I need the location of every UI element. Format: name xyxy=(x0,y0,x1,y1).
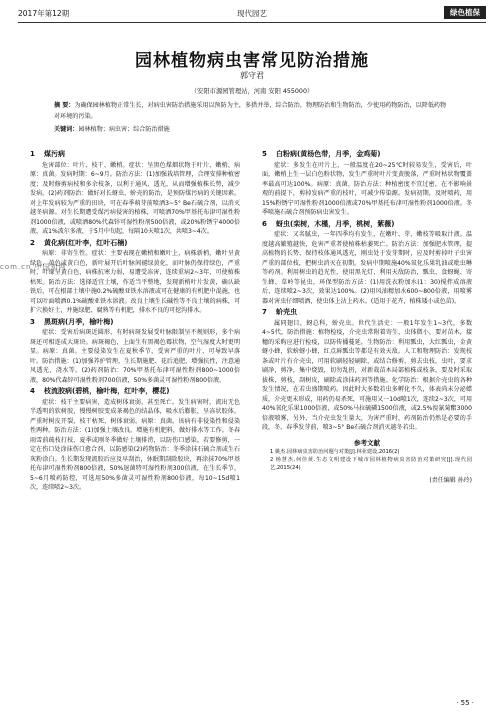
section-body: 症状：枝干主要病害，造成树体衰弱，甚至死亡。发生病害时，流出无色半透明的软树胶，慢慢树胶变成茶褐色的结晶体，吸水后膨胀，呈冻状胶体，严重时树皮开裂，枝干枯死，树体衰弱。病原：真菌。该病有非侵染性和侵染性两种。防治方法：(1)加强土壤改良，增施有机肥料，做好排水等工作。冬春雨雪前疏枝打枝，夏季或刚冬季做好土壤排涝，以防伤口感染，若要修剪，一定在伤口处涂抹伤口愈合剂，以防感染(2)药物防治：冬季涂抹石硫合剂或生石灰粉涂白。生长期发现流胶后应及早刮治，休眠期刮除胶块，再涂抹70%甲基托布津可湿性粉剂800倍液，50%退菌特可湿性粉剂300倍液，在生长季节，5~6月喷药防控，可选用50%多菌灵可湿性粉剂800倍液，每10~15d喷1次，连续喷2~3次。 xyxy=(30,398,240,491)
section-heading: 5 白粉病(黄杨色带，月季，金鸡菊) xyxy=(262,150,381,158)
section-tag: 绿色植保 xyxy=(444,6,486,19)
section-body: 症状：多发生在叶片上，一般温度在20~25℃时较易发生，受害后，叶面，嫩梢上生一层白色粉状物，发生严重时叶片变黄脱落，严重时枯状物覆盖率最高可达100%。病原：真菌，防治方法：种植密度不宜过密，在不影响景观的前提下，剪掉发病严重的枝叶，可减少传染源。发病初期，及时喷药，用15%粉锈宁可湿性粉剂1000倍液或70%甲基托布津可湿性粉剂1000倍液。冬季喷施石硫合剂预防病虫害发生。 xyxy=(262,161,472,216)
author: 郭守君 xyxy=(240,71,264,80)
article-title: 园林植物病虫害常见防治措施 xyxy=(135,51,369,71)
page-number: · 55 · xyxy=(456,699,474,707)
references-title: 参考文献 xyxy=(354,438,380,447)
section-body: 病原：非寄生性。症状：主要表现在嫩梢和嫩叶上，病株新梢，嫩叶呈黄绿色，黄色或黄白色，新叶展开后叶脉间褪绿黄化，而叶脉仍保持绿色，严重时，叶缘呈黄白色，病株抗寒力弱，易遭受冻害，连续重病2~3年，可使植株枯死。防治方法：选择适宜土壤，作适当平整地，发现新梢叶片发黄，确认缺铁后，可在根部土壤中施0.2%硫酸亚铁水溶液或可在健康的有机肥中混施，也可以叶面喷洒0.1%硫酸亚铁水溶液。改良土壤生长碱性等不良土壤的病株，可扩穴换好土，并施绿肥、腐熟等有机肥，排水不良的可挖沟排水。 xyxy=(30,250,240,314)
editor-note: (责任编辑 孙玲) xyxy=(429,477,472,484)
section-body: 属同翅目，蚜总科，蚧壳虫。世代生活史：一般1年发生1~3代，多数4~5代，防治措施：植物检疫，介壳虫常附着寄生，虫体微小，要对苗木，接穗的采购应进行检疫，以防传播蔓延，生物防治：利用瓢虫，大红瓢虫，金黄蚜小蜂，软蚧蚜小蜂，红点唇瓢虫等都是有效天敌。人工和物理防治：发现枝条或叶片有介壳虫，可用软刷轻轻刷除，或结合修剪，剪去虫枝，虫叶，要求刷净，剪净，集中烧毁，切勿乱扔，对新栽苗木局部植株或枝条，要及时采取拔株，剪枝，刮树皮，刷除或涂抹药剂等措施。化学防治：根据介壳虫的各种发生情况，在若虫盛期喷药。因此时大多数若虫多孵化不久，体表尚未分泌蜡质，介壳更未形成，用药仍易杀死，可施用又一10d喷1次，连续2~3次，可用40%氧化乐果1000倍液，或50%马拉硫磷1500倍液，或2.5%溴氰菊酯3000倍液喷雾，另外，当介壳虫发生量大，为害严重时，药剂防治仍然是必要的手段，冬、春季发芽前，喷3~5° Be石硫合剂消灭越冬若虫。 xyxy=(262,319,472,431)
section-heading: 7 蚧壳虫 xyxy=(262,308,297,316)
reference-item: 1 姚杰.园林病虫害防治问题与对策[J].林业建设,2016(2) xyxy=(270,449,400,455)
section-body: 症状：受害后病斑近圆形，有时病斑发展受叶脉限制呈不规则形，多个病斑还可相连成大斑块。病斑褐色，上面生有黑褐色霉状物，空气湿度大时更明显。病原：真菌。主要侵染发生在夏秋季节，受害严重的叶片，可导致早落叶。防治措施：(1)加强养护管理，生长期施肥、花后追肥，增强抗性，注意通风透光，浇水等。(2)药剂防治：70%甲基托布津可湿性粉剂800~1000倍液，80%代森锌可湿性粉剂700倍液，50%多菌灵可湿性粉剂800倍液。 xyxy=(30,329,240,384)
header-rule xyxy=(18,22,486,23)
right-column xyxy=(262,148,472,486)
section-heading: 3 黑斑病(月季，榆叶梅) xyxy=(30,317,114,326)
keywords xyxy=(54,124,450,133)
section-heading: 2 黄化病(红叶李，红叶石楠) xyxy=(30,238,128,247)
journal-name: 现代园艺 xyxy=(237,9,267,18)
abstract xyxy=(54,100,450,122)
section-body: 危害部位：叶片、枝干、嫩梢。症状：呈黑色煤烟状物于叶片、嫩梢、病原：真菌。发病时期：6~9月。防治方法：(1)加强栽培管理，合理安排种植密度；及时修剪病枝和多余枝条，以利于通风、透光，从而增强植株长势，减少发病。(2)药剂防治：做好对长蚜虫、蚧壳的防治，是预防煤污病的关键因素。对上年发病较为严重的田块，可在春季萌芽前喷洒3~5° Be石硫合剂，以消灭越冬病源。对生长期遭受煤污病侵害的植株，可喷洒70%甲基托布津可湿性粉剂1000倍液，或喷洒80%代森锌可湿性粉剂500倍液，或20%粉锈宁4000倍液，或1%波尔多液，于5月中旬起，每隔10天喷1次，共喷3~4次。 xyxy=(30,161,240,235)
abstract-text: 为确保园林植物正常生长，对病虫害防治措施采用以预防为主，多措并举，综合防治，物理防治和生物防治，少使用药物防治，以降低药物对环境的污染。 xyxy=(54,102,447,120)
page-header xyxy=(18,6,486,20)
section-body: 症状：又名腻虫，一年四季均有发生，在嫩叶、芽、嫩枝等吸取汁液。温度越高繁殖越快，危害严重者使植株枯萎死亡。防治方法：加强肥水管理，提高植物的长势，保持枝体通风透光，刚虫处于发芽期时，应及时剪掉叶子虫害严重的部位枝，把树虫消灭在初期。发病中期喷施40%氧化乐果乳油或吡虫啉等药剂。利用树虫的趋光性，使用黑光灯，利用天敌防治，瓢虫、食蚜蝇、寄生蜂、草岭等昆虫，环保型防治方法：(1)用洗衣粉加水(1：30)搅拌成溶液后，连续喷2~3次，效果达100%。(2)用风油精加水600~800倍液，用喷雾器对害虫仔细喷洒，使虫体上沾上药水。(适用于花卉，植株矮小或色苗)。 xyxy=(262,231,472,305)
abstract-label: 摘 要： xyxy=(54,102,75,109)
section-heading: 6 蚜虫(栾树，木槿，月季，桃树，紫薇) xyxy=(262,219,395,228)
keywords-text: 园林植物；病虫害；综合防治措施 xyxy=(78,126,170,133)
section-heading: 4 枝流胶病(碧桃，榆叶梅，红叶李，樱花) xyxy=(30,387,170,395)
section-heading: 1 煤污病 xyxy=(30,150,65,158)
keywords-label: 关键词： xyxy=(54,126,79,133)
affiliation: （安阳市源园管理站，河南 安阳 455000） xyxy=(190,88,314,95)
reference-item: 2 杨慧杰,何佳黄.生态文明建设下城市园林植物病虫害防治对策研究[J].现代园艺,2015(24) xyxy=(270,457,472,471)
issue-label: 2017年第12期 xyxy=(18,9,70,18)
left-column xyxy=(30,148,240,493)
watermark: com.cn 中国知网 xyxy=(0,263,67,271)
